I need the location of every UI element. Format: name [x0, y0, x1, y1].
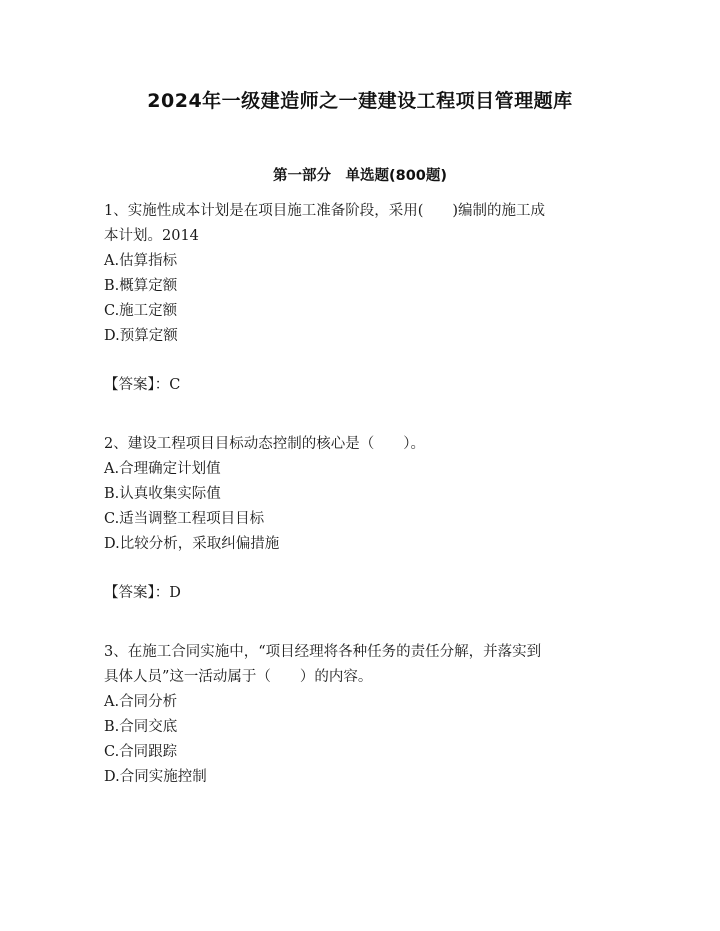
question-stem: 2、建设工程项目目标动态控制的核心是（ ）。	[104, 436, 425, 452]
option-b: B.概算定额	[104, 278, 178, 294]
option-a: A.合同分析	[104, 694, 178, 710]
question-stem: 具体人员”这一活动属于（ ）的内容。	[104, 669, 373, 685]
option-a: A.估算指标	[104, 253, 178, 269]
document-title: 2024年一级建造师之一建建设工程项目管理题库	[147, 90, 573, 112]
question-3	[104, 640, 624, 790]
answer-1: 【答案】：C	[104, 377, 181, 393]
option-c: C.施工定额	[104, 303, 178, 319]
section-heading: 第一部分 单选题(800题)	[272, 168, 448, 184]
option-c: C.适当调整工程项目目标	[104, 511, 265, 527]
option-d: D.比较分析，采取纠偏措施	[104, 536, 280, 552]
question-stem: 1、实施性成本计划是在项目施工准备阶段，采用( )编制的施工成	[104, 203, 546, 219]
answer-2: 【答案】：D	[104, 585, 181, 601]
question-1	[104, 199, 624, 349]
question-stem: 本计划。2014	[104, 228, 199, 244]
option-b: B.合同交底	[104, 719, 178, 735]
option-d: D.合同实施控制	[104, 769, 207, 785]
option-d: D.预算定额	[104, 328, 178, 344]
question-stem: 3、在施工合同实施中，“项目经理将各种任务的责任分解，并落实到	[104, 644, 542, 660]
question-2	[104, 432, 624, 557]
option-b: B.认真收集实际值	[104, 486, 221, 502]
option-c: C.合同跟踪	[104, 744, 178, 760]
option-a: A.合理确定计划值	[104, 461, 221, 477]
